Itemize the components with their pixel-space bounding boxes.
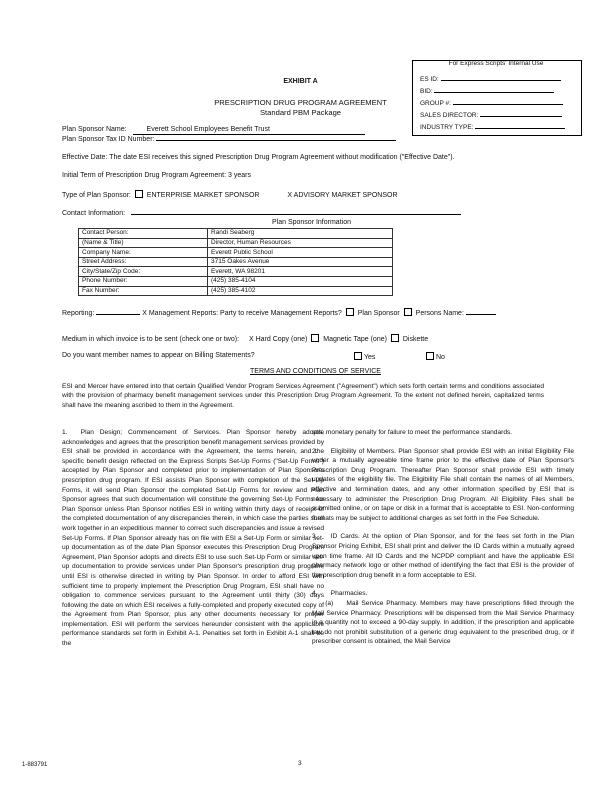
contact-table-header: Plan Sponsor Information — [272, 219, 351, 226]
section-2: 2. Eligibility of Members. Plan Sponsor shall provide ESI with an initial Eligibility File under a mutually agreeable time frame prior to the effective date of Plan Sponsor's Prescription Drug Program. Thereafter Plan Sponsor shall provide ESI with timely updates of the eligibility file. The Eligibility File shall contain the names of all Members, effective and termination dates, and any other information specified by ESI that is necessary to administer the Prescription Drug Program. All Eligibility Files shall be submitted online, or on tape or disk in a format that is acceptable to ESI. Non-conforming formats may be subject to additional charges as set forth in the Fee Schedule. — [312, 447, 574, 522]
initial-term: Initial Term of Prescription Drug Program Agreement: 3 years — [62, 172, 251, 179]
sponsor-name-row: Plan Sponsor Name: Everett School Employees Benefit Trust — [62, 126, 365, 135]
no-checkbox[interactable] — [426, 352, 434, 360]
agreement-title: PRESCRIPTION DRUG PROGRAM AGREEMENT — [214, 98, 387, 107]
tax-id-row: Plan Sponsor Tax ID Number: — [62, 136, 396, 144]
right-column — [312, 428, 574, 647]
document-id: 1-883791 — [22, 762, 48, 768]
section-4-heading: 4. Pharmacies. — [312, 590, 368, 598]
yes-option: Yes — [352, 352, 375, 362]
agreement-subtitle: Standard PBM Package — [259, 108, 342, 117]
section-4a: (a) Mail Service Pharmacy. Members may have prescriptions filled through the Mail Service Pharmacy. Prescriptions will be dispensed from the Mail Service Pharmacy in a quantity not to exceed a 90-day supply. In addition, if the prescription and applicable law do not prohibit substitution of a generic drug equivalent to the prescribed drug, or if prescriber consent is obtained, the Mail Service — [312, 599, 574, 646]
table-row: Phone Number: (425) 385-4104 — [79, 276, 393, 286]
terms-heading: TERMS AND CONDITIONS OF SERVICE — [250, 368, 381, 375]
internal-use-line: GROUP #: — [420, 100, 563, 108]
persons-name-checkbox[interactable] — [404, 308, 412, 316]
table-row: Street Address: 3715 Oakes Avenue — [79, 257, 393, 267]
section-1-end: sole monetary penalty for failure to meet the performance standards. — [312, 429, 513, 436]
table-row: City/State/Zip Code: Everett, WA 98201 — [79, 267, 393, 277]
exhibit-title: EXHIBIT A — [283, 78, 318, 85]
effective-date: Effective Date: The date ESI receives this signed Prescription Drug Program Agreement without modification ("Effective Date"). — [62, 154, 455, 161]
contact-table — [78, 228, 393, 296]
page-number: 3 — [298, 760, 302, 767]
section-3: 3. ID Cards. At the option of Plan Sponsor, and for the fees set forth in the Plan Sponsor Pricing Exhibit, ESI shall print and deliver the ID Cards within a mutually agreed upon time frame. All ID Cards and the NCPDP compliant and have the applicable ESI pharmacy network logo or other method of identifying the fact that ESI is the provider of the prescription drug benefit in a form acceptable to ESI. — [312, 533, 574, 579]
magnetic-tape-checkbox[interactable] — [311, 334, 319, 342]
reporting-row: Reporting: X Management Reports: Party to receive Management Reports? Plan Sponsor Persons Name: — [62, 308, 496, 318]
internal-use-line: ES ID: — [420, 76, 561, 84]
section-1: 1. Plan Design; Commencement of Services. Plan Sponsor hereby adopts, acknowledges and agrees that the prescription benefit management services provided by ESI shall be provided in accordance with the Agreement, the terms herein, and the specific benefit design reflected on the Express Scripts Set-Up Forms ("Set-Up Forms") accepted by Plan Sponsor and completed prior to implementation of Plan Sponsor's prescription drug program. If ESI assists Plan Sponsor with completion of the Set-Up Forms, it will send Plan Sponsor the completed Set-Up Forms for review and Plan Sponsor agrees that such documentation will constitute the governing Set-Up Forms for Plan Sponsor unless Plan Sponsor notifies ESI in writing within thirty days of receipt of the completed documentation of any discrepancies therein, in which case the parties shall work together in an expeditious manner to correct such discrepancies and issue a revised Set-Up Forms. If Plan Sponsor already has on file with ESI a Set-Up Form or similar set-up documentation as of the date Plan Sponsor executes this Prescription Drug Program Agreement, Plan Sponsor adopts and directs ESI to use such Set-Up Form or similar set-up documentation to provide services under Plan Sponsor's prescription drug program, until ESI is otherwise directed in writing by Plan Sponsor. In order to afford ESI with sufficient time to properly implement the Prescription Drug Program, ESI shall have no obligation to commence services pursuant to the Agreement until thirty (30) days following the date on which ESI receives a fully-completed and properly executed copy of the Agreement from Plan Sponsor, plus any other documents necessary for proper implementation. ESI will perform the services hereunder consistent with the applicable performance standards set forth in Exhibit A-1. Penalties set forth in Exhibit A-1 shall be the — [62, 429, 324, 648]
contact-label: Contact Information: — [62, 210, 461, 218]
internal-use-title: For Express Scripts' Internal Use — [448, 60, 544, 67]
diskette-checkbox[interactable] — [391, 334, 399, 342]
plan-sponsor-checkbox[interactable] — [346, 308, 354, 316]
no-option: No — [424, 352, 445, 362]
member-names-row: Do you want member names to appear on Billing Statements? Yes No — [62, 352, 445, 361]
table-row: Contact Person: Randi Seaberg — [79, 229, 393, 239]
yes-checkbox[interactable] — [354, 352, 362, 360]
table-row: Fax Number: (425) 385-4102 — [79, 286, 393, 296]
internal-use-line: BID: — [420, 88, 554, 96]
sponsor-type-row: Type of Plan Sponsor: ENTERPRISE MARKET SPONSOR X ADVISORY MARKET SPONSOR — [62, 192, 398, 199]
terms-intro: ESI and Mercer have entered into that certain Qualified Vendor Program Services Agreement ("Agreement") which sets forth certain terms and conditions associated with the provision of pharmacy benefit management services under this Prescription Drug Program Agreement. To the extent not defined herein, capitalized terms shall have the meaning ascribed to them in the Agreement. — [62, 383, 544, 409]
enterprise-checkbox[interactable] — [135, 190, 143, 198]
internal-use-line: SALES DIRECTOR: — [420, 112, 562, 120]
media-row: Medium in which invoice is to be sent (check one or two): X Hard Copy (one) Magnetic Tape (one) Diskette — [62, 336, 429, 343]
table-row: Company Name: Everett Public School — [79, 248, 393, 258]
left-column — [62, 428, 324, 649]
table-row: (Name & Title) Director, Human Resources — [79, 238, 393, 248]
internal-use-line: INDUSTRY TYPE: — [420, 124, 565, 132]
